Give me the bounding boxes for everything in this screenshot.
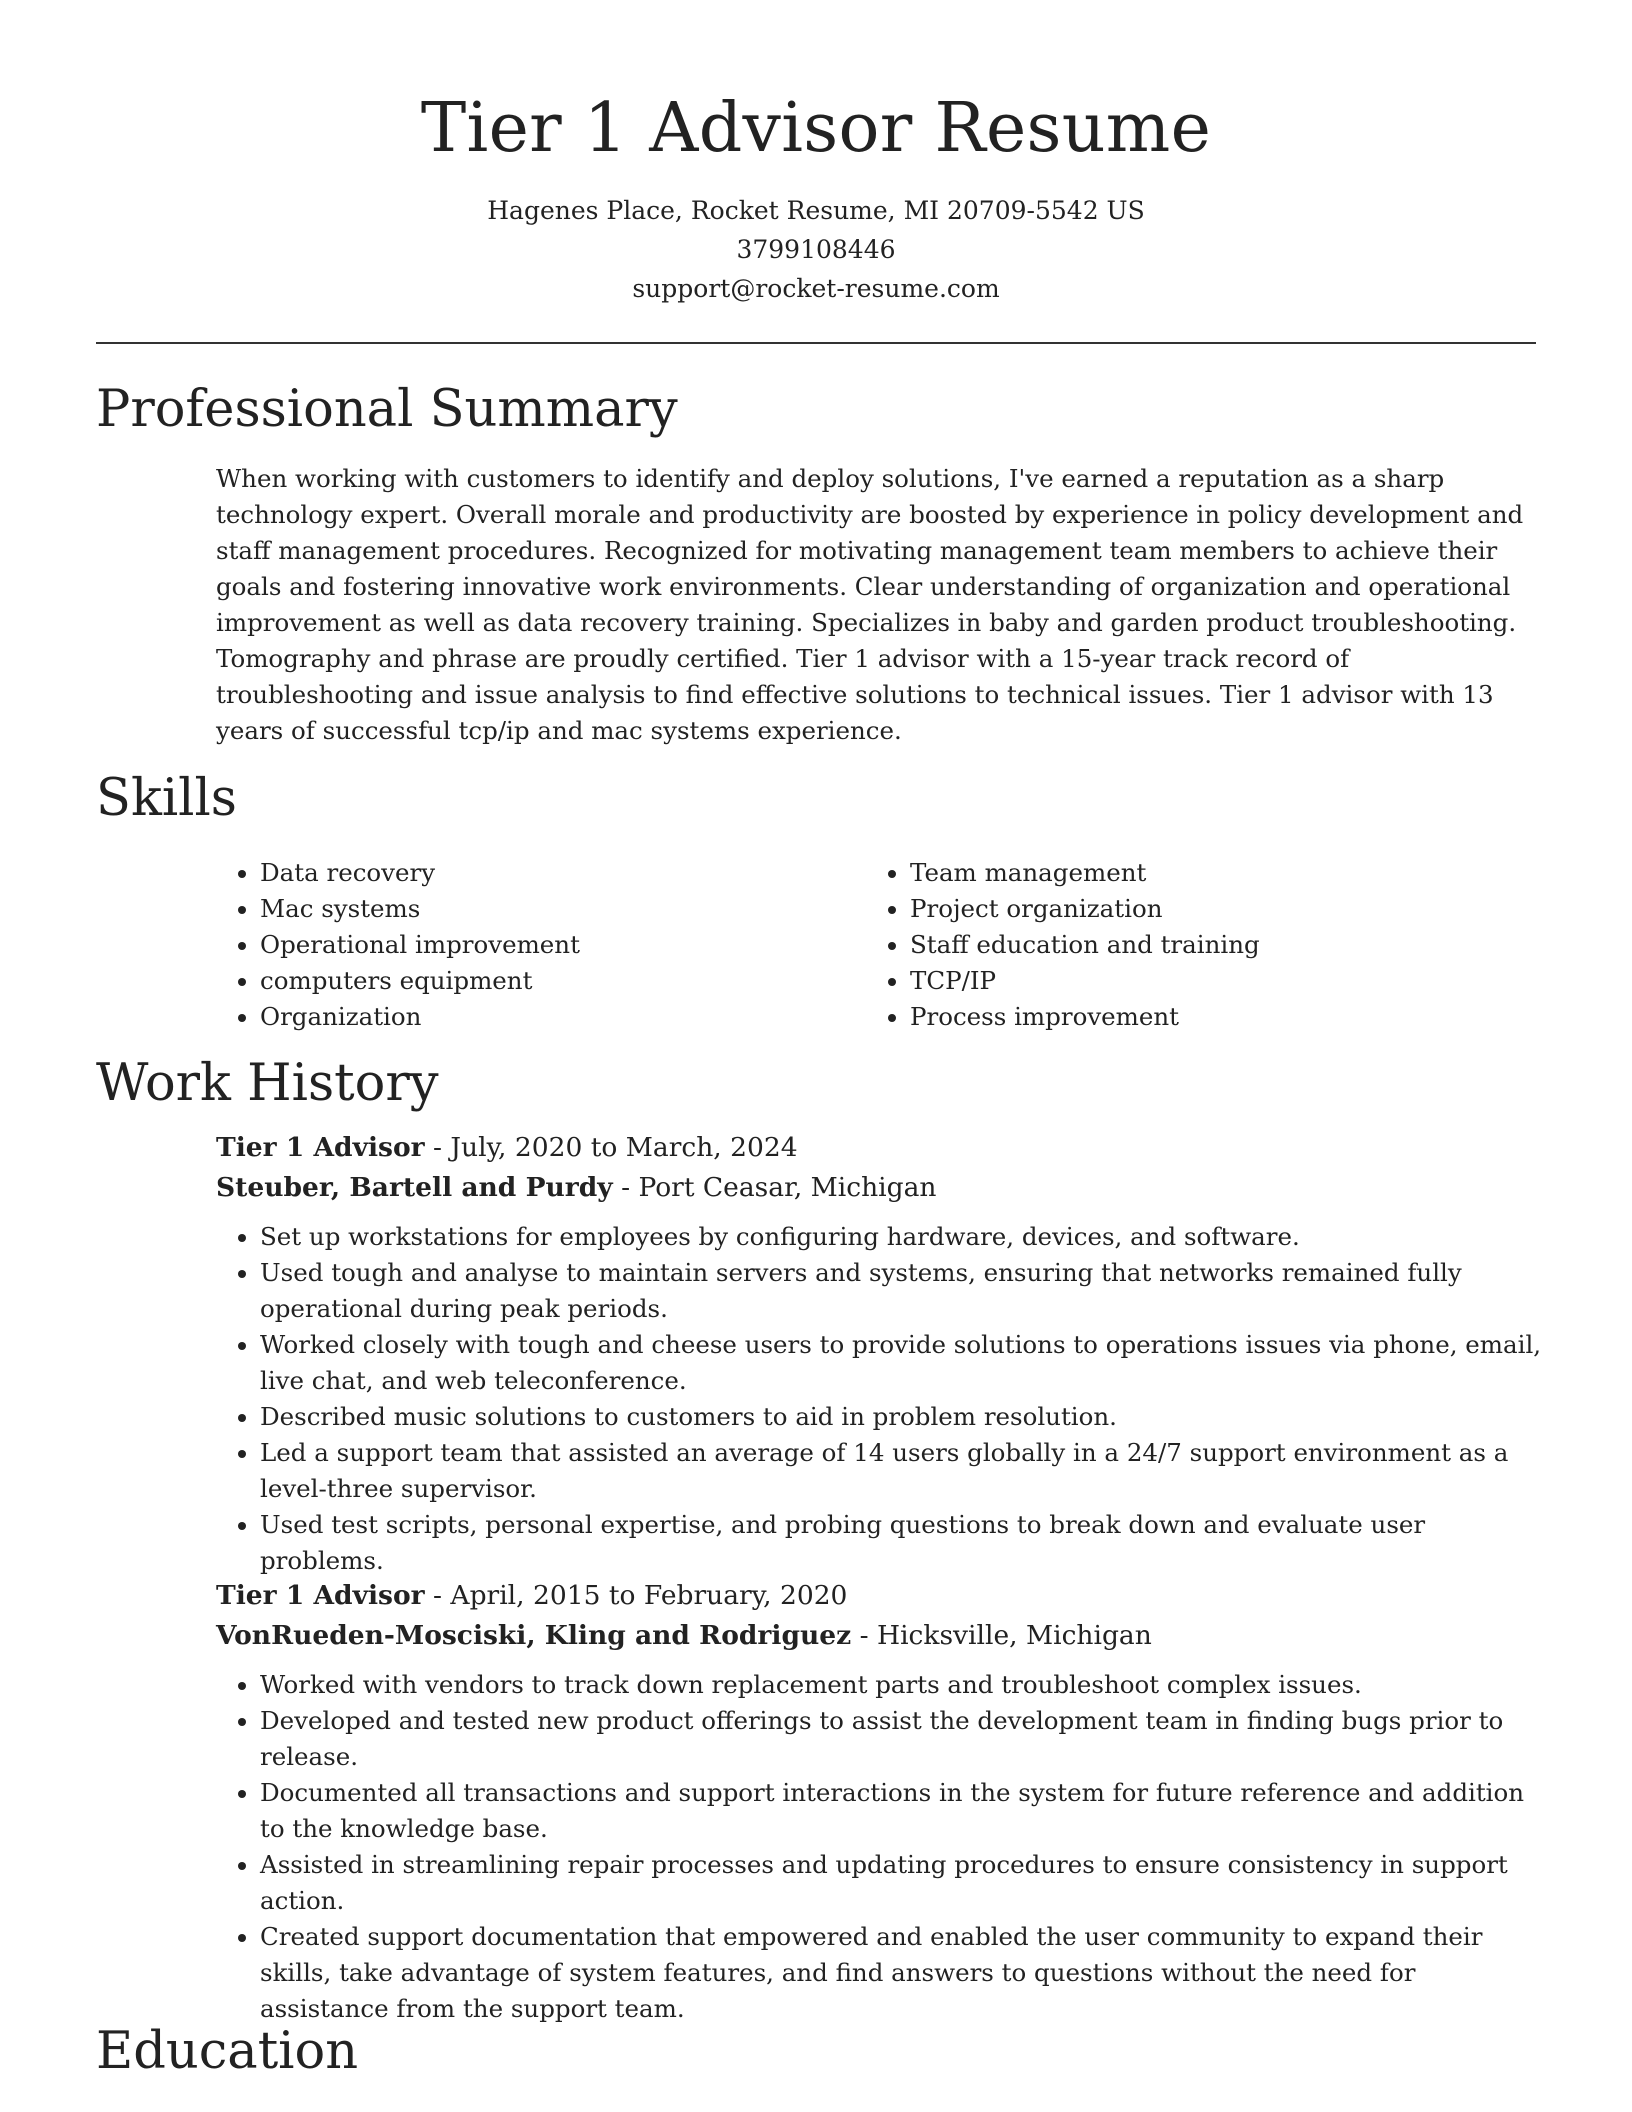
job-dates: - July, 2020 to March, 2024: [424, 1132, 798, 1163]
job-title: Tier 1 Advisor: [216, 1580, 425, 1611]
education-heading: Education: [96, 2022, 359, 2081]
job-company: VonRueden-Mosciski, Kling and Rodriguez: [216, 1620, 852, 1651]
job-company: Steuber, Bartell and Purdy: [216, 1172, 613, 1203]
job-bullet: • Worked closely with tough and cheese users to provide solutions to operations issues via phone, email, live chat, and web teleconference.: [260, 1327, 1542, 1399]
skill-item: • Data recovery: [260, 855, 860, 891]
skill-item: • Mac systems: [260, 891, 860, 927]
skills-heading: Skills: [96, 769, 237, 828]
contact-email: support@rocket-resume.com: [632, 274, 1000, 303]
job-title: Tier 1 Advisor: [216, 1132, 425, 1163]
contact-phone: 3799108446: [736, 235, 896, 264]
job-bullet: • Led a support team that assisted an average of 14 users globally in a 24/7 support environment as a level-three supervisor.: [260, 1435, 1542, 1507]
page-title: Tier 1 Advisor Resume: [420, 89, 1212, 168]
summary-heading: Professional Summary: [96, 380, 678, 439]
skill-item: • Process improvement: [910, 999, 1510, 1035]
skills-list-left: [216, 855, 860, 1035]
job-title-line: [216, 1576, 1542, 1616]
job-entry: [216, 1128, 1542, 1579]
job-bullet: • Assisted in streamlining repair processes and updating procedures to ensure consistency in support action.: [260, 1847, 1542, 1919]
skill-item: • Staff education and training: [910, 927, 1510, 963]
header-divider: [96, 342, 1536, 344]
job-bullet-list: [216, 1219, 1542, 1579]
skill-item: • computers equipment: [260, 963, 860, 999]
job-bullet: • Described music solutions to customers to aid in problem resolution.: [260, 1399, 1542, 1435]
job-bullet: • Created support documentation that empowered and enabled the user community to expand their skills, take advantage of system features, and find answers to questions without the need for assistance from the support team.: [260, 1919, 1542, 2027]
job-dates: - April, 2015 to February, 2020: [424, 1580, 848, 1611]
summary-text: When working with customers to identify and deploy solutions, I've earned a reputation as a sharp technology expert. Overall morale and productivity are boosted by experience in policy development and staff management procedures. Recognized for motivating management team members to achieve their goals and fostering innovative work environments. Clear understanding of organization and operational improvement as well as data recovery training. Specializes in baby and garden product troubleshooting. Tomography and phrase are proudly certified. Tier 1 advisor with a 15-year track record of troubleshooting and issue analysis to find effective solutions to technical issues. Tier 1 advisor with 13 years of successful tcp/ip and mac systems experience.: [216, 464, 1524, 745]
job-entry: [216, 1576, 1542, 2027]
job-bullet-list: [216, 1667, 1542, 2027]
skill-item: • Project organization: [910, 891, 1510, 927]
job-location: - Port Ceasar, Michigan: [612, 1172, 937, 1203]
skill-item: • Operational improvement: [260, 927, 860, 963]
skill-item: • Team management: [910, 855, 1510, 891]
job-location: - Hicksville, Michigan: [851, 1620, 1152, 1651]
job-bullet: • Used test scripts, personal expertise, and probing questions to break down and evaluate user problems.: [260, 1507, 1542, 1579]
job-bullet: • Used tough and analyse to maintain servers and systems, ensuring that networks remained fully operational during peak periods.: [260, 1255, 1542, 1327]
work-history-heading: Work History: [96, 1054, 439, 1113]
job-bullet: • Documented all transactions and support interactions in the system for future reference and addition to the knowledge base.: [260, 1775, 1542, 1847]
job-bullet: • Developed and tested new product offerings to assist the development team in finding bugs prior to release.: [260, 1703, 1542, 1775]
skills-list-right: [866, 855, 1510, 1035]
job-company-line: [216, 1616, 1542, 1656]
job-bullet: • Set up workstations for employees by configuring hardware, devices, and software.: [260, 1219, 1542, 1255]
contact-address: Hagenes Place, Rocket Resume, MI 20709-5542 US: [487, 196, 1145, 225]
job-bullet: • Worked with vendors to track down replacement parts and troubleshoot complex issues.: [260, 1667, 1542, 1703]
skill-item: • TCP/IP: [910, 963, 1510, 999]
job-title-line: [216, 1128, 1542, 1168]
job-company-line: [216, 1168, 1542, 1208]
contact-block: [0, 191, 1632, 308]
skill-item: • Organization: [260, 999, 860, 1035]
